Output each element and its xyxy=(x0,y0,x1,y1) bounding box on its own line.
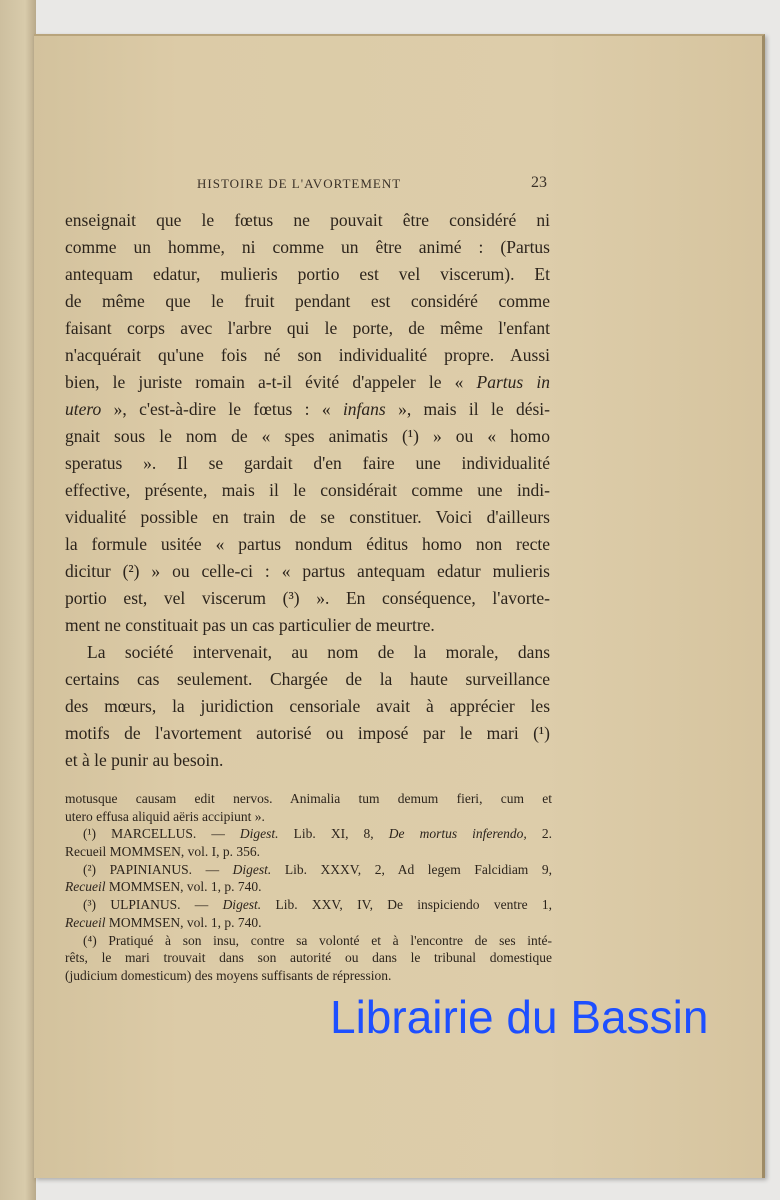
footnotes xyxy=(65,790,552,985)
text-line xyxy=(65,585,550,612)
italic-text: utero xyxy=(65,399,102,419)
footnote-line xyxy=(65,967,552,985)
text-segment: Lib. XXV, IV, De inspiciendo ventre 1, xyxy=(261,897,552,913)
footnote-line xyxy=(65,932,552,950)
text-segment: 2. xyxy=(526,826,552,842)
text-line xyxy=(65,612,550,639)
text-line xyxy=(65,315,550,342)
text-segment: de même que le fruit pendant est considéré comme xyxy=(65,291,550,311)
italic-text: Digest. xyxy=(232,861,272,877)
text-segment: Lib. XXXV, 2, Ad legem Falcidiam 9, xyxy=(271,861,553,877)
text-segment: (⁴) Pratiqué à son insu, contre sa volonté et à l'encontre de ses inté- xyxy=(83,932,552,948)
text-line xyxy=(65,234,550,261)
text-line xyxy=(65,720,550,747)
text-segment: portio est, vel viscerum (³) ». En conséquence, l'avorte- xyxy=(65,588,550,608)
footnote-line xyxy=(65,843,552,861)
italic-text: infans xyxy=(342,399,386,419)
text-segment: (²) PAPINIANUS. — xyxy=(83,861,233,877)
text-segment: (³) ULPIANUS. — xyxy=(83,897,223,913)
running-header xyxy=(197,176,547,192)
footnote-line xyxy=(65,949,552,967)
previous-page-edge xyxy=(0,0,36,1200)
main-text xyxy=(65,207,550,774)
text-segment: enseignait que le fœtus ne pouvait être considéré ni xyxy=(65,210,550,230)
text-line xyxy=(65,639,550,666)
footnote-line xyxy=(65,790,552,808)
text-segment: », mais il le dési- xyxy=(385,399,550,419)
text-line xyxy=(65,504,550,531)
running-title: HISTOIRE DE L'AVORTEMENT xyxy=(197,176,402,191)
text-segment: speratus ». Il se gardait d'en faire une individualité xyxy=(65,453,550,473)
text-line xyxy=(65,558,550,585)
italic-text: Partus in xyxy=(476,372,550,392)
text-line xyxy=(65,693,550,720)
text-line xyxy=(65,531,550,558)
footnote-line xyxy=(65,914,552,932)
text-line xyxy=(65,288,550,315)
text-segment: faisant corps avec l'arbre qui le porte, de même l'enfant xyxy=(65,318,550,338)
text-line xyxy=(65,369,550,396)
text-segment: la formule usitée « partus nondum éditus homo non recte xyxy=(65,534,550,554)
italic-text: Digest. xyxy=(222,897,262,913)
text-segment: (¹) MARCELLUS. — xyxy=(83,826,240,842)
italic-text: Digest. xyxy=(239,826,279,842)
italic-text: De mortus inferendo, xyxy=(388,826,527,842)
text-segment: », c'est-à-dire le fœtus : « xyxy=(101,399,343,419)
text-segment: gnait sous le nom de « spes animatis (¹) » ou « homo xyxy=(65,426,550,446)
text-line xyxy=(65,450,550,477)
text-line xyxy=(65,396,550,423)
footnote-line xyxy=(65,896,552,914)
text-segment: rêts, le mari trouvait dans son autorité ou dans le tribunal domestique xyxy=(65,950,552,966)
text-segment: (judicium domesticum) des moyens suffisants de répression. xyxy=(65,967,392,983)
text-segment: effective, présente, mais il le considérait comme une indi- xyxy=(65,480,550,500)
footnote-line xyxy=(65,878,552,896)
footnote-line xyxy=(65,808,552,826)
text-segment: Lib. XI, 8, xyxy=(278,826,389,842)
text-line xyxy=(65,207,550,234)
text-segment: n'acquérait qu'une fois né son individualité propre. Aussi xyxy=(65,345,550,365)
text-line xyxy=(65,342,550,369)
text-line xyxy=(65,261,550,288)
text-segment: bien, le juriste romain a-t-il évité d'appeler le « xyxy=(65,372,477,392)
text-line xyxy=(65,747,550,774)
italic-text: Recueil xyxy=(65,914,106,930)
text-segment: La société intervenait, au nom de la morale, dans xyxy=(87,642,550,662)
text-segment: antequam edatur, mulieris portio est vel viscerum). Et xyxy=(65,264,550,284)
text-segment: motusque causam edit nervos. Animalia tum demum fieri, cum et xyxy=(65,791,552,806)
text-segment: utero effusa aliquid aëris accipiunt ». xyxy=(65,808,265,824)
text-segment: motifs de l'avortement autorisé ou imposé par le mari (¹) xyxy=(65,723,550,743)
text-segment: MOMMSEN, vol. 1, p. 740. xyxy=(105,914,262,930)
text-segment: Recueil MOMMSEN, vol. I, p. 356. xyxy=(65,844,260,860)
text-line xyxy=(65,477,550,504)
text-segment: ment ne constituait pas un cas particulier de meurtre. xyxy=(65,615,435,635)
italic-text: Recueil xyxy=(65,879,106,895)
watermark: Librairie du Bassin xyxy=(330,991,709,1043)
text-segment: certains cas seulement. Chargée de la haute surveillance xyxy=(65,669,550,689)
text-line xyxy=(65,666,550,693)
text-segment: MOMMSEN, vol. 1, p. 740. xyxy=(105,879,262,895)
text-segment: et à le punir au besoin. xyxy=(65,750,224,770)
text-segment: vidualité possible en train de se constituer. Voici d'ailleurs xyxy=(65,507,550,527)
footnote-line xyxy=(65,861,552,879)
page-number: 23 xyxy=(531,174,547,191)
text-segment: dicitur (²) » ou celle-ci : « partus antequam edatur mulieris xyxy=(65,561,550,581)
text-line xyxy=(65,423,550,450)
footnote-line xyxy=(65,825,552,843)
text-segment: des mœurs, la juridiction censoriale avait à apprécier les xyxy=(65,696,550,716)
text-segment: comme un homme, ni comme un être animé : (Partus xyxy=(65,237,550,257)
